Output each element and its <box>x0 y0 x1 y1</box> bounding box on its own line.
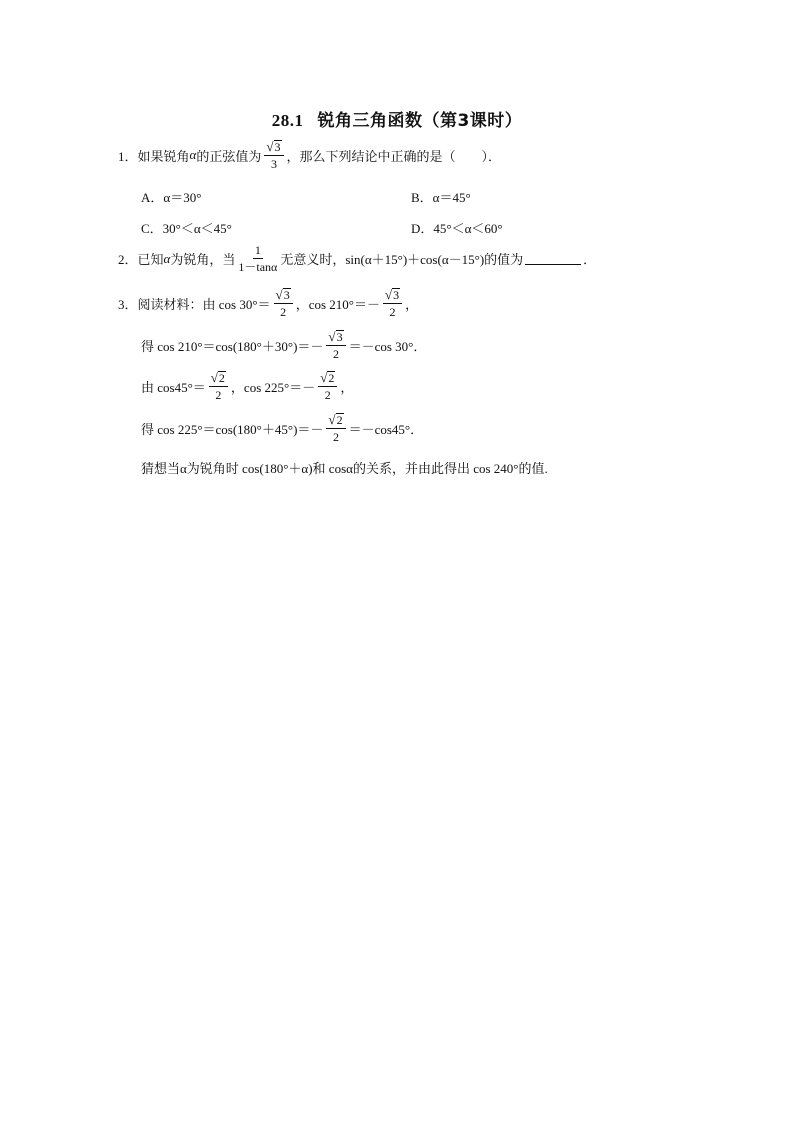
question-3-line-5: 猜想当α为锐角时 cos(180°＋α)和 cosα的关系，并由此得出 cos 240°的值. <box>141 461 548 476</box>
question-3-line-2 <box>141 330 426 360</box>
question-3-text: 得 cos 225°＝cos(180°＋45°)＝－ <box>141 421 324 437</box>
question-3-text: ＝－cos 30°． <box>348 338 427 354</box>
question-3-line-1 <box>118 288 418 318</box>
question-1-number: 1． <box>118 148 138 164</box>
fraction-numerator: 3 <box>336 330 343 344</box>
option-d: D．45°＜α＜60° <box>411 221 503 236</box>
fraction-denominator: 2 <box>324 388 331 402</box>
fraction-denominator: 2 <box>389 305 396 319</box>
question-3-text: ， <box>340 379 354 395</box>
question-1 <box>118 140 501 170</box>
question-3-text: ，cos 225°＝－ <box>230 379 316 395</box>
fraction-denominator: 2 <box>215 388 222 402</box>
fraction-numerator: 1 <box>254 243 261 257</box>
fraction-numerator: 3 <box>393 288 400 302</box>
question-3-text: ，cos 210°＝－ <box>295 296 380 312</box>
fraction-sqrt2-over-2: √ 2 2 <box>326 413 345 443</box>
alpha-symbol: α <box>163 250 171 266</box>
question-2-text: ． <box>583 252 597 267</box>
fraction-numerator: 2 <box>328 371 335 385</box>
fraction-1-over-1-minus-tan <box>238 244 277 273</box>
fraction-denominator: 1－tanα <box>238 260 278 274</box>
question-1-text: ，那么下列结论中正确的是（ ）． <box>286 148 502 164</box>
fraction-numerator: 2 <box>336 413 343 427</box>
question-3-text: ＝－cos45°． <box>348 421 424 437</box>
option-b: B．α＝45° <box>411 190 471 205</box>
fraction-sqrt2-over-2: √ 2 2 <box>318 371 337 401</box>
fraction-numerator: 3 <box>283 288 290 302</box>
question-2 <box>118 244 596 273</box>
page-title <box>0 106 794 131</box>
fraction-numerator: 2 <box>218 371 225 385</box>
question-3-line-3 <box>141 371 353 401</box>
question-2-text: 无意义时，sin(α＋15°)＋cos(α－15°)的值为 <box>280 252 524 267</box>
question-3-text: ， <box>405 296 419 312</box>
question-1-text: 如果锐角 <box>137 148 190 164</box>
alpha-symbol: α <box>189 147 197 162</box>
fraction-denominator: 2 <box>332 347 339 361</box>
question-2-text: 为锐角，当 <box>170 252 236 267</box>
fraction-sqrt3-over-3: √ 3 3 <box>264 140 283 170</box>
option-c: C．30°＜α＜45° <box>141 221 232 236</box>
question-3-text: 阅读材料：由 cos 30°＝ <box>137 296 271 312</box>
fraction-sqrt3-over-2: √ 3 2 <box>326 330 345 360</box>
section-number: 28.1 <box>271 111 304 130</box>
question-2-text: 已知 <box>137 252 164 267</box>
question-3-text: 由 cos45°＝ <box>141 379 206 395</box>
fraction-sqrt3-over-2: √ 3 2 <box>383 288 402 318</box>
fraction-numerator: 3 <box>274 140 281 154</box>
answer-blank[interactable] <box>525 252 581 265</box>
fraction-denominator: 2 <box>280 305 287 319</box>
question-3-line-4 <box>141 413 423 443</box>
fraction-sqrt2-over-2: √ 2 2 <box>209 371 228 401</box>
question-3-number: 3． <box>118 296 138 312</box>
question-3-text: 得 cos 210°＝cos(180°＋30°)＝－ <box>141 338 324 354</box>
title-text: 锐角三角函数（第3课时） <box>317 111 523 131</box>
fraction-sqrt3-over-2: √ 3 2 <box>274 288 293 318</box>
fraction-denominator: 2 <box>332 430 339 444</box>
question-1-text: 的正弦值为 <box>196 148 262 164</box>
option-a: A．α＝30° <box>141 190 202 205</box>
question-2-number: 2． <box>118 252 138 267</box>
fraction-denominator: 3 <box>270 157 277 171</box>
